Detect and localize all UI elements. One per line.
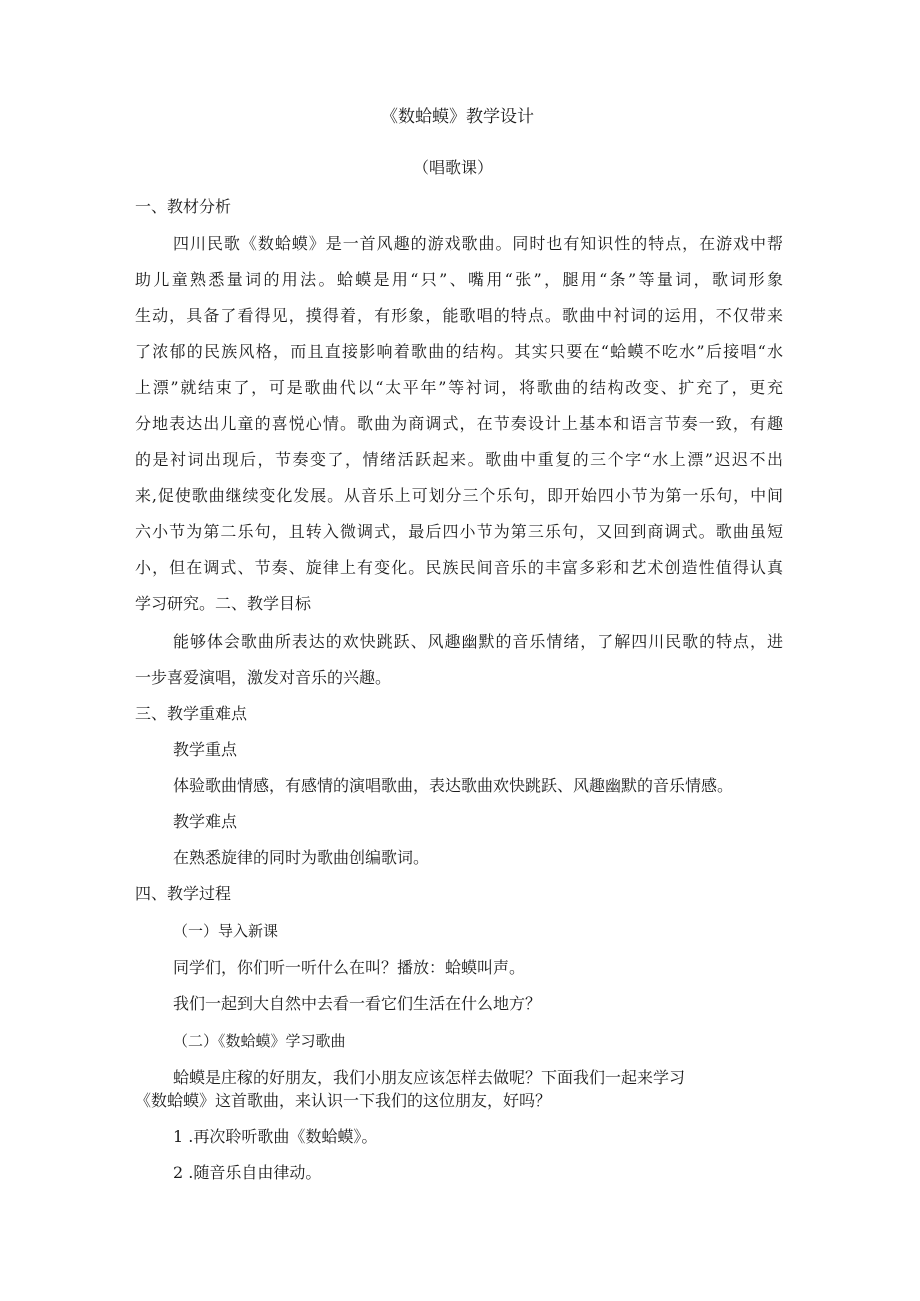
process-text: 同学们，你们听一听什么在叫？播放：蛤蟆叫声。 <box>173 958 526 977</box>
section-heading-key-points: 三、教学重难点 <box>135 704 248 723</box>
difficult-point-text: 在熟悉旋律的同时为歌曲创编歌词。 <box>173 848 430 867</box>
goal-paragraph-line: 能够体会歌曲所表达的欢快跳跃、风趣幽默的音乐情绪，了解四川民歌的特点，进 <box>173 632 783 651</box>
key-point-label: 教学重点 <box>173 740 238 759</box>
step-item: 2 .随音乐自由律动。 <box>173 1163 322 1182</box>
paragraph-line: 学习研究。二、教学目标 <box>135 594 312 613</box>
paragraph-line: 分地表达出儿童的喜悦心情。歌曲为商调式，在节奏设计上基本和语言节奏一致，有趣 <box>135 414 783 433</box>
process-text: 《数蛤蟆》这首歌曲，来认识一下我们的这位朋友，好吗？ <box>135 1091 552 1110</box>
section-heading-process: 四、教学过程 <box>135 884 232 903</box>
subsection-heading-learn-song: （二）《数蛤蟆》学习歌曲 <box>173 1032 346 1050</box>
difficult-point-label: 教学难点 <box>173 812 238 831</box>
paragraph-line: 的是衬词出现后，节奏变了，情绪活跃起来。歌曲中重复的三个字“水上漂”迟迟不出 <box>135 450 783 469</box>
paragraph-line: 助儿童熟悉量词的用法。蛤蟆是用“只”、嘴用“张”，腿用“条”等量词，歌词形象 <box>135 270 783 289</box>
paragraph-line: 小，但在调式、节奏、旋律上有变化。民族民间音乐的丰富多彩和艺术创造性值得认真 <box>135 558 783 577</box>
step-item: 1 .再次聆听歌曲《数蛤蟆》。 <box>173 1127 378 1146</box>
paragraph-line: 来,促使歌曲继续变化发展。从音乐上可划分三个乐句，即开始四小节为第一乐句，中间 <box>135 486 783 505</box>
document-subtitle: （唱歌课） <box>413 158 494 177</box>
paragraph-line: 了浓郁的民族风格，而且直接影响着歌曲的结构。其实只要在“蛤蟆不吃水”后接唱“水 <box>135 342 783 361</box>
process-text: 蛤蟆是庄稼的好朋友，我们小朋友应该怎样去做呢？下面我们一起来学习 <box>173 1068 686 1087</box>
section-heading-material-analysis: 一、教材分析 <box>135 197 232 216</box>
paragraph-line: 六小节为第二乐句，且转入微调式，最后四小节为第三乐句，又回到商调式。歌曲虽短 <box>135 522 783 541</box>
paragraph-line: 生动，具备了看得见，摸得着，有形象，能歌唱的特点。歌曲中衬词的运用，不仅带来 <box>135 306 783 325</box>
subsection-heading-intro: （一）导入新课 <box>173 922 279 940</box>
process-text: 我们一起到大自然中去看一看它们生活在什么地方？ <box>173 994 542 1013</box>
key-point-text: 体验歌曲情感，有感情的演唱歌曲，表达歌曲欢快跳跃、风趣幽默的音乐情感。 <box>173 776 734 795</box>
document-title: 《数蛤蟆》教学设计 <box>381 107 534 127</box>
paragraph-line: 上漂”就结束了，可是歌曲代以“太平年”等衬词，将歌曲的结构改变、扩充了，更充 <box>135 378 783 397</box>
paragraph-line: 四川民歌《数蛤蟆》是一首风趣的游戏歌曲。同时也有知识性的特点，在游戏中帮 <box>173 234 783 253</box>
goal-paragraph-line: 一步喜爱演唱，激发对音乐的兴趣。 <box>135 668 392 687</box>
